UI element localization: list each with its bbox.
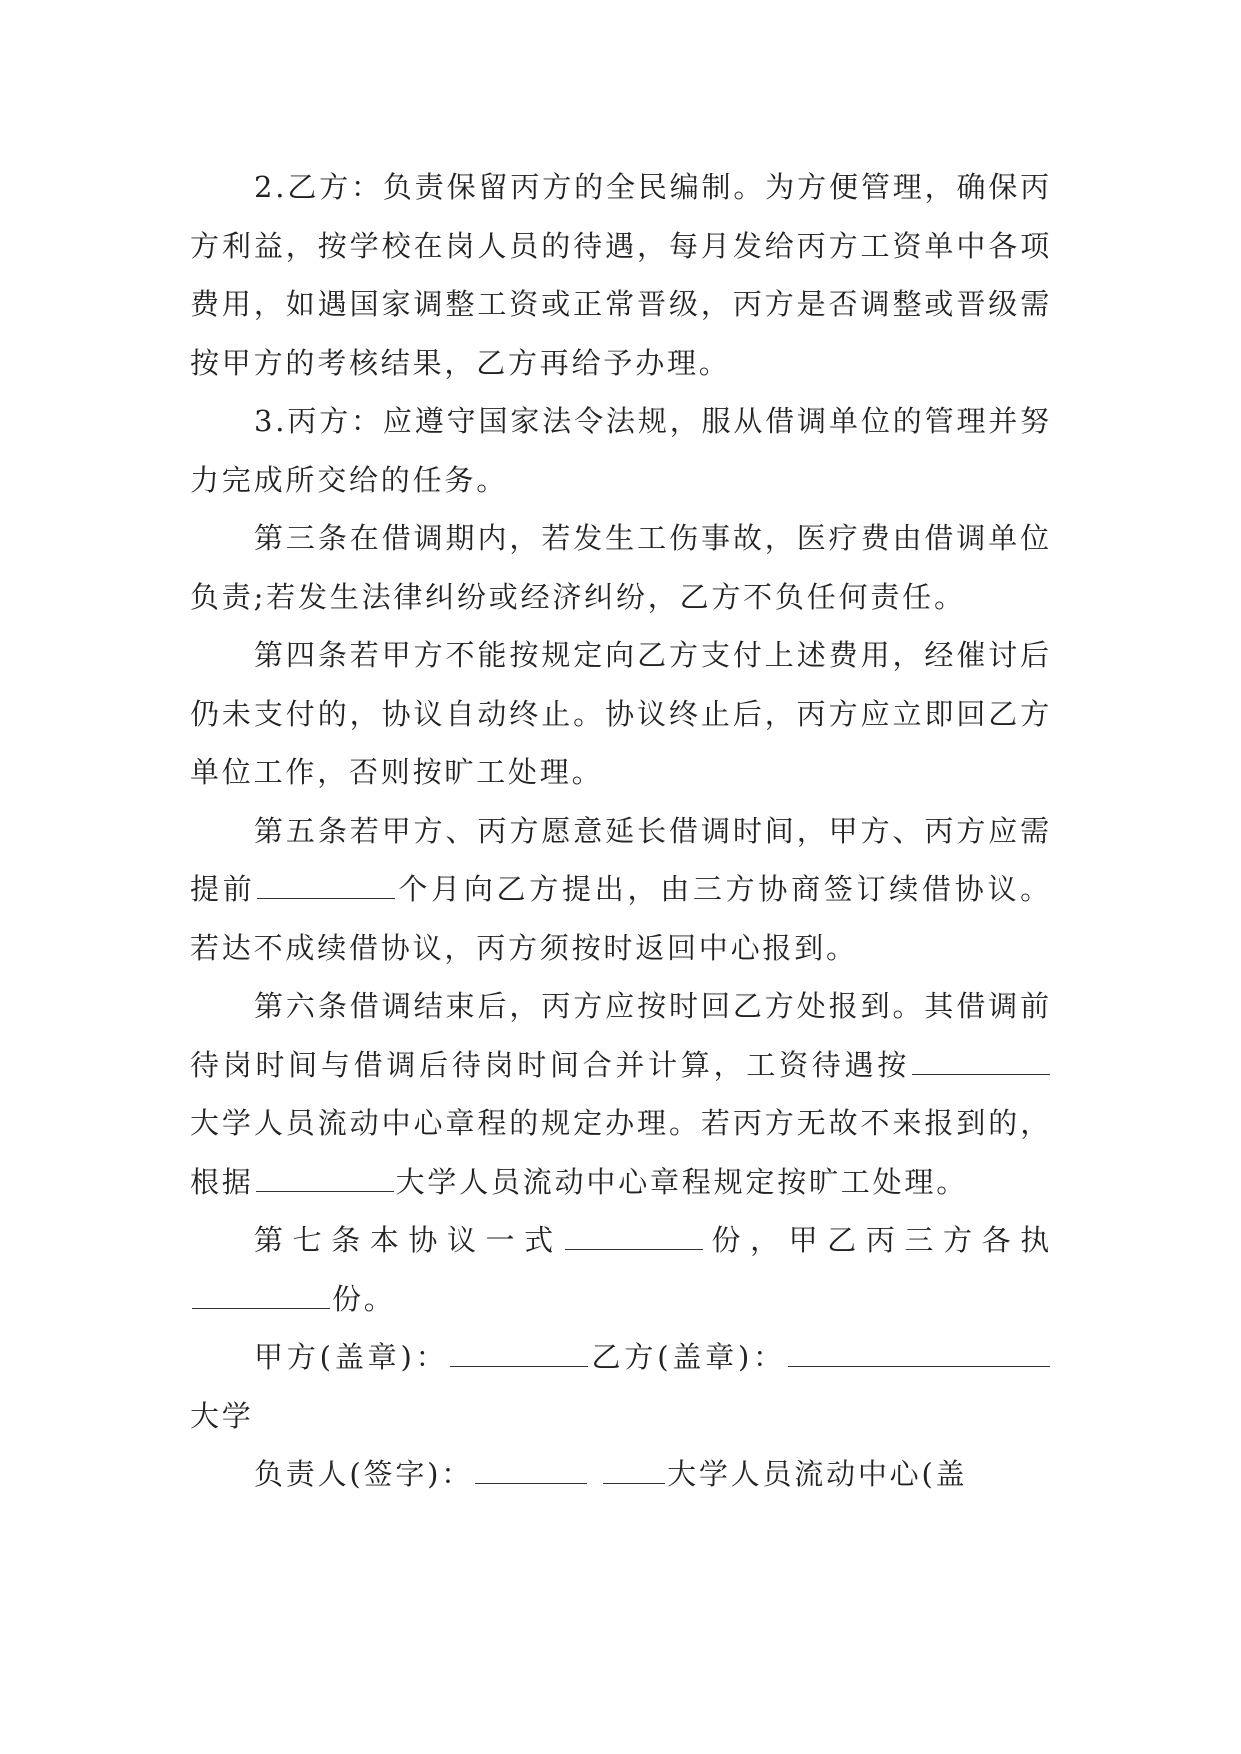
- paragraph-party-c-duties: [190, 392, 1052, 509]
- university-suffix: 大学: [190, 1398, 254, 1433]
- paragraph-text: 第七条本协议一式: [254, 1223, 563, 1257]
- paragraph-text: 大学人员流动中心章程规定按旷工处理。: [395, 1164, 969, 1199]
- paragraph-article-3: [190, 509, 1052, 626]
- party-a-seal-field[interactable]: [450, 1342, 588, 1367]
- blank-copies-each-field[interactable]: [192, 1284, 330, 1309]
- party-b-seal-label: 乙方(盖章)：: [590, 1340, 786, 1374]
- responsible-person-label: 负责人(签字)：: [254, 1457, 474, 1491]
- blank-months-field[interactable]: [257, 874, 395, 899]
- responsible-person-signature-field[interactable]: [475, 1459, 587, 1484]
- personnel-center-label: 大学人员流动中心(盖: [667, 1457, 968, 1491]
- paragraph-party-b-duties: [190, 158, 1052, 392]
- party-b-seal-field[interactable]: [788, 1342, 1050, 1367]
- paragraph-text: 份，甲乙丙三方各执: [704, 1223, 1052, 1257]
- paragraph-article-4: [190, 626, 1052, 802]
- paragraph-text: 3.丙方：应遵守国家法令法规，服从借调单位的管理并努力完成所交给的任务。: [190, 404, 1052, 497]
- blank-university-name-field[interactable]: [256, 1167, 394, 1192]
- paragraph-text: 第三条在借调期内，若发生工伤事故，医疗费由借调单位负责;若发生法律纠纷或经济纠纷，乙方不负任何责任。: [190, 521, 1052, 614]
- university-name-field[interactable]: [603, 1459, 665, 1484]
- paragraph-text: 份。: [332, 1281, 396, 1316]
- blank-university-name-field[interactable]: [912, 1050, 1050, 1075]
- signature-line-seals: [190, 1328, 1052, 1445]
- paragraph-text: 第四条若甲方不能按规定向乙方支付上述费用，经催讨后仍未支付的，协议自动终止。协议终止后，丙方应立即回乙方单位工作，否则按旷工处理。: [190, 638, 1052, 789]
- paragraph-text: 第六条借调结束后，丙方应按时回乙方处报到。其借调前待岗时间与借调后待岗时间合并计算，工资待遇按: [190, 989, 1052, 1082]
- party-a-seal-label: 甲方(盖章)：: [254, 1340, 449, 1374]
- paragraph-text: 第五条若甲方、丙方愿意延长借调时间，甲方、丙方应需提前: [190, 813, 1052, 906]
- paragraph-text: 个月向乙方提出，由三方协商签订续借协议。若达不成续借协议，丙方须按时返回中心报到。: [190, 872, 1052, 965]
- signature-line-responsible: [190, 1445, 1052, 1504]
- document-body: [190, 158, 1052, 1504]
- paragraph-article-7: [190, 1211, 1052, 1328]
- paragraph-text: 大学人员流动中心章程的规定办理。若丙方无故不来报到的，根据: [190, 1106, 1052, 1199]
- blank-copies-total-field[interactable]: [565, 1225, 703, 1250]
- paragraph-article-5: [190, 802, 1052, 978]
- paragraph-text: 2.乙方：负责保留丙方的全民编制。为方便管理，确保丙方利益，按学校在岗人员的待遇，每月发给丙方工资单中各项费用，如遇国家调整工资或正常晋级，丙方是否调整或晋级需按甲方的考核结果，乙方再给予办理。: [190, 170, 1052, 380]
- paragraph-article-6: [190, 977, 1052, 1211]
